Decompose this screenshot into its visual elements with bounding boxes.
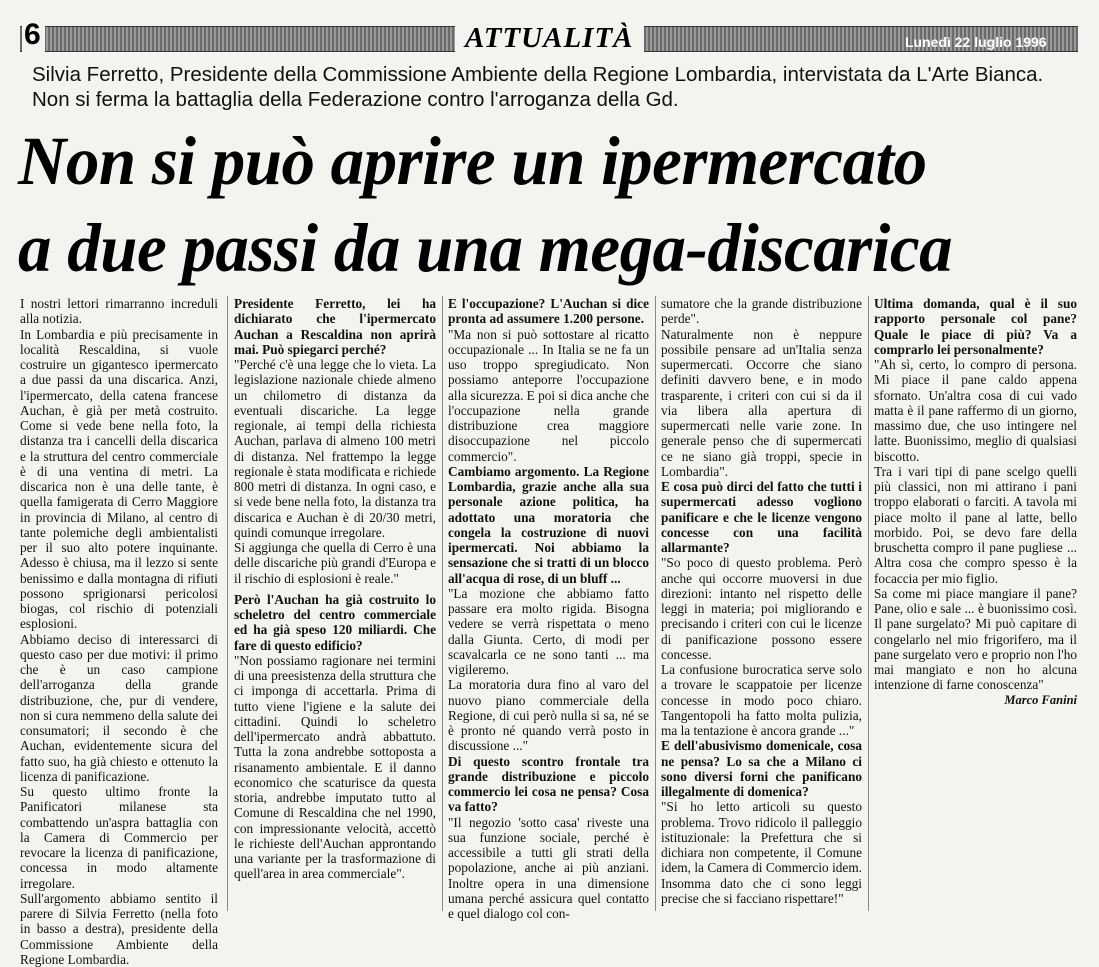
interview-question: Presidente Ferretto, lei ha dichiarato che l'ipermercato Auchan a Rescaldina non aprirà mai. Può spiegarci perché?	[234, 296, 436, 357]
interview-answer: Si aggiunga che quella di Cerro è una delle discariche più grandi d'Europa e il rischio di esplosioni è reale."	[234, 540, 436, 586]
interview-answer: "Ah sì, certo, lo compro di persona. Mi piace il pane caldo appena sfornato. Un'altra cosa di cui vado matta è il pane raffermo di un giorno, massimo due, che uso intingere nel latte. Buonissimo, meglio di qualsiasi biscotto.	[874, 357, 1077, 464]
interview-answer: "Si ho letto articoli su questo problema. Trovo ridicolo il palleggio istituzionale: la Prefettura che si dichiara non competente, il Comune idem, la Camera di Commercio idem. Insomma dato che ci sono leggi precise che si facciano rispettare!"	[661, 799, 862, 906]
interview-answer: "Il negozio 'sotto casa' riveste una sua funzione sociale, perché è accessibile a tutti gli strati della popolazione, anche ai più anziani. Inoltre opera in una dimensione umana perché assicura quel contatto e quel dialogo col con-	[448, 814, 649, 921]
interview-question: E cosa può dirci del fatto che tutti i supermercati adesso vogliono panificare e che le licenze vengono concesse con una facilità allarmante?	[661, 479, 862, 555]
subheadline: Silvia Ferretto, Presidente della Commissione Ambiente della Regione Lombardia, intervistata da L'Arte Bianca. Non si ferma la battaglia della Federazione contro l'arroganza della Gd.	[32, 63, 1044, 111]
interview-question: Di questo scontro frontale tra grande distribuzione e piccolo commercio lei cosa ne pensa? Cosa va fatto?	[448, 753, 649, 815]
paragraph: I nostri lettori rimarranno increduli alla notizia.	[20, 296, 218, 327]
column-rule	[655, 296, 656, 911]
interview-answer: "Perché c'è una legge che lo vieta. La legislazione nazionale chiede almeno un chilometro di distanza da eventuali discariche. La legge regionale, ai tempi della richiesta Auchan, parlava di almeno 100 metri di distanza. Nel frattempo la legge regionale è stata modificata e richiede 800 metri di distanza. In ogni caso, e si vede bene nella foto, la distanza tra discarica e Auchan è di 20/30 metri, quindi comunque irregolare.	[234, 357, 436, 540]
page-number: 6	[22, 18, 45, 52]
interview-question: E dell'abusivismo domenicale, cosa ne pensa? Lo sa che a Milano ci sono diversi forni che panificano illegalmente di domenica?	[661, 738, 862, 799]
interview-answer: La confusione burocratica serve solo a trovare le scappatoie per licenze concesse in modo poco chiaro. Tangentopoli ha fatto molta pulizia, ma la tentazione è ancora grande ..."	[661, 662, 862, 738]
interview-answer: "La mozione che abbiamo fatto passare era molto rigida. Bisogna vedere se verrà rispettata o meno dalla Giunta. Certo, di modi per scavalcarla ce ne sono tanti ... ma vigileremo.	[448, 585, 649, 677]
interview-question: E l'occupazione? L'Auchan si dice pronta ad assumere 1.200 persone.	[448, 296, 649, 327]
interview-answer: La moratoria dura fino al varo del nuovo piano commerciale della Regione, di cui però nulla si sa, né se è pronto né quando verrà posto in discussione ..."	[448, 677, 649, 754]
interview-answer: "Non possiamo ragionare nei termini di una preesistenza della struttura che ci imponga di accettarla. Prima di tutto viene l'igiene e la salute dei cittadini. Quindi lo scheletro dell'ipermercato andrà abbattuto. Tutta la zona andrebbe sottoposta a risanamento ambientale. E il danno economico che scaturisce da questa storia, andrebbe imputato tutto al Comune di Rescaldina che nel 1990, con impressionante velocità, accettò le richieste dell'Auchan approntando una variante per la trasformazione di quell'area in area commerciale".	[234, 652, 436, 882]
interview-answer: Tra i vari tipi di pane scelgo quelli più classici, non mi attirano i pani troppo elaborati o farciti. A tavola mi piace molto il pane al latte, bello morbido. Poi, se devo fare della bruschetta compro il pane pugliese ... Altra cosa che compro spesso è la focaccia per mio figlio.	[874, 463, 1077, 586]
article-column-3	[448, 296, 649, 921]
headline	[18, 118, 1061, 292]
article-column-2	[234, 296, 436, 882]
paragraph: In Lombardia e più precisamente in località Rescaldina, si vuole costruire un gigantesco ipermercato a due passi da una discarica. Anzi, l'ipermercato, della catena francese Auchan, è già per metà costruito. Come si vede bene nella foto, la distanza tra i cancelli della discarica e la struttura del centro commerciale è di una ventina di metri. La discarica non è una delle tante, è quella famigerata di Cerro Maggiore in provincia di Milano, al centro di tante polemiche degli ambientalisti per il suo alto potere inquinante. Adesso è chiusa, ma il lezzo si sente benissimo e dalla montagna di rifiuti possono sprigionarsi pericolosi biogas, col rischio di potenziali esplosioni.	[20, 326, 218, 632]
section-title: ATTUALITÀ	[455, 22, 644, 54]
paragraph: Su questo ultimo fronte la Panificatori milanese sta combattendo un'aspra battaglia con la Camera di Commercio per revocare la licenza di panificazione, concessa in modo altamente irregolare.	[20, 784, 218, 891]
paragraph: Sull'argomento abbiamo sentito il parere di Silvia Ferretto (nella foto in basso a destra), presidente della Commissione Ambiente della Regione Lombardia.	[20, 890, 218, 967]
column-rule	[868, 296, 869, 911]
interview-question: Ultima domanda, qual è il suo rapporto personale col pane? Quale le piace di più? Va a comprarlo lei personalmente?	[874, 296, 1077, 357]
interview-answer: "So poco di questo problema. Però anche qui occorre muoversi in due direzioni: intanto nel rispetto delle leggi in materia; poi migliorando e precisando i criteri con cui le licenze di panificazione possono essere concesse.	[661, 555, 862, 662]
article-column-5	[874, 296, 1077, 708]
paragraph: Abbiamo deciso di interessarci di questo caso per due motivi: il primo che è un caso campione dell'arroganza della grande distribuzione, che, pur di vendere, non si cura nemmeno della salute dei consumatori; il secondo è che Auchan, evidentemente sicura del fatto suo, ha già chiesto e ottenuto la licenza di panificazione.	[20, 631, 218, 784]
interview-answer: Naturalmente non è neppure possibile pensare ad un'Italia senza supermercati. Occorre che siano definiti davvero bene, e in modo trasparente, i criteri con cui si da il via libera alla apertura di supermercati nelle varie zone. In generale penso che di supermercati ce ne siano già troppi, specie in Lombardia".	[661, 326, 862, 479]
interview-answer: "Ma non si può sottostare al ricatto occupazionale ... In Italia se ne fa un uso troppo spregiudicato. Non possiamo anteporre l'occupazione alla sicurezza. E poi si dica anche che l'occupazione nella grande distribuzione crea maggiore disoccupazione nel piccolo commercio".	[448, 326, 649, 464]
headline-line-1: Non si può aprire un ipermercato	[18, 123, 927, 199]
interview-answer: sumatore che la grande distribuzione perde".	[661, 296, 862, 327]
headline-line-2: a due passi da una mega-discarica	[18, 210, 953, 286]
interview-question: Però l'Auchan ha già costruito lo scheletro del centro commerciale ed ha già speso 120 miliardi. Che fare di questo edificio?	[234, 591, 436, 653]
issue-date: Lunedì 22 luglio 1996	[905, 34, 1047, 50]
article-column-4	[661, 296, 862, 906]
column-rule	[442, 296, 443, 911]
column-rule	[227, 296, 228, 911]
interview-answer: Sa come mi piace mangiare il pane? Pane, olio e sale ... è buonissimo così. Il pane surgelato? Mi può capitare di congelarlo nel mio frigorifero, ma il pane surgelato vero e proprio non l'ho mai mangiato e non ho alcuna intenzione di farne conoscenza"	[874, 585, 1077, 693]
article-column-1	[20, 296, 218, 967]
author-byline: Marco Fanini	[1004, 692, 1077, 707]
interview-question: Cambiamo argomento. La Regione Lombardia, grazie anche alla sua personale azione politica, ha adottato una moratoria che congela la costruzione di nuovi ipermercati. Noi abbiamo la sensazione che si tratti di un blocco all'acqua di rose, di un bluff ...	[448, 463, 649, 586]
